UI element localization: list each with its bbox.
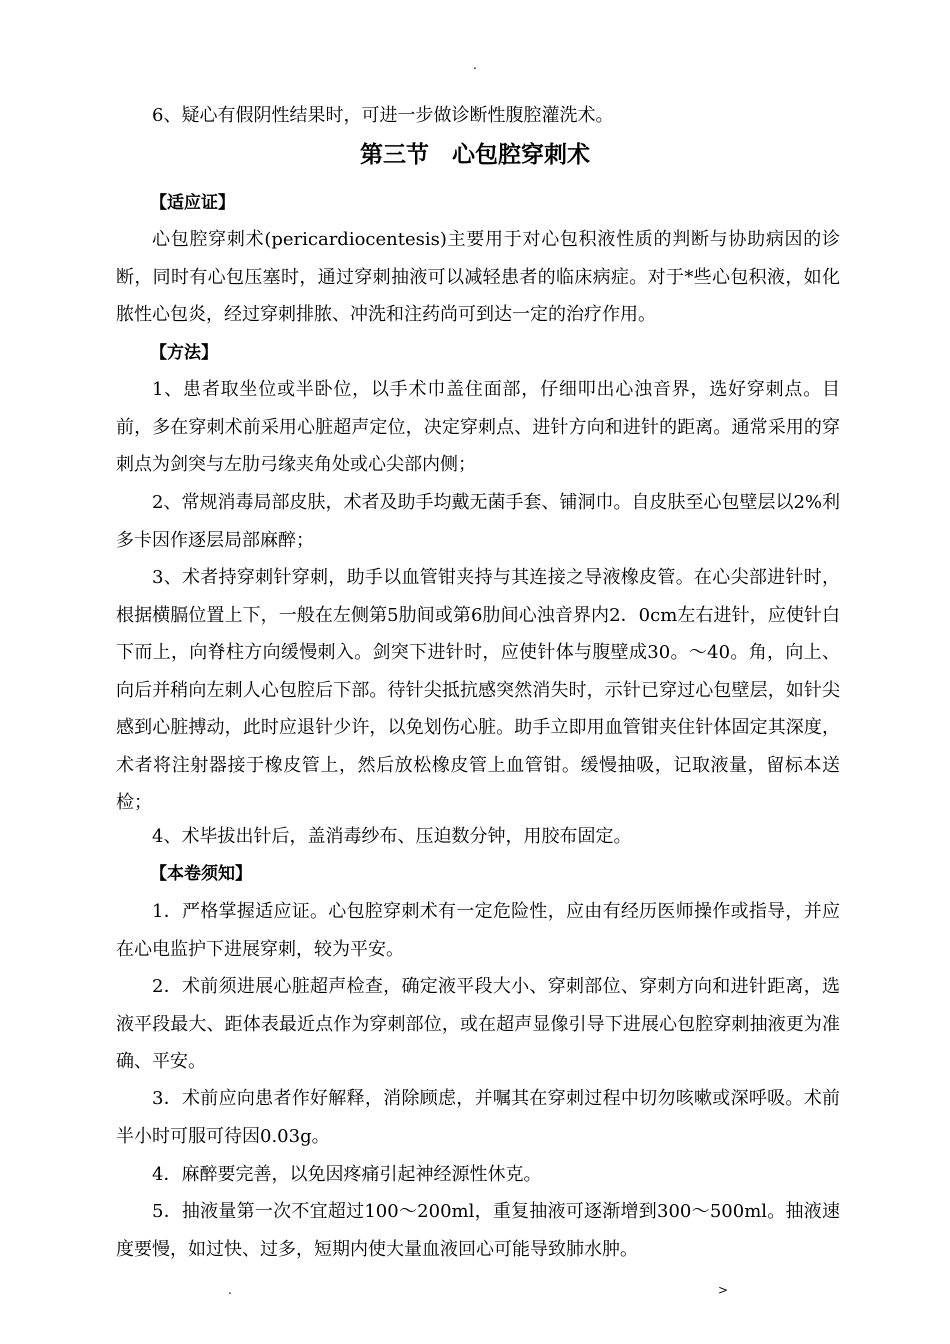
note-item-4: 4．麻醉要完善，以免因疼痛引起神经源性休克。 xyxy=(152,1164,542,1185)
indications-heading: 【适应证】 xyxy=(150,193,235,213)
note-item-2: 2．术前须进展心脏超声检查，确定液平段大小、穿刺部位、穿刺方向和进针距离，选液平段最大、距体表最近点作为穿刺部位，或在超声显像引导下进展心包腔穿刺抽液更为准确、平安。 xyxy=(116,976,840,1072)
footer-mark: > xyxy=(718,1283,729,1297)
section-title: 第三节 心包腔穿刺术 xyxy=(360,142,590,168)
method-heading: 【方法】 xyxy=(150,343,218,363)
previous-item-6: 6、疑心有假阴性结果时，可进一步做诊断性腹腔灌洗术。 xyxy=(152,105,614,126)
method-step-4: 4、术毕拔出针后，盖消毒纱布、压迫数分钟，用胶布固定。 xyxy=(152,826,632,847)
notes-heading: 【本卷须知】 xyxy=(150,864,252,884)
method-step-2: 2、常规消毒局部皮肤，术者及助手均戴无菌手套、铺洞巾。自皮肤至心包壁层以2%利多卡因作逐层局部麻醉； xyxy=(116,492,841,551)
note-item-1: 1．严格掌握适应证。心包腔穿刺术有一定危险性，应由有经历医师操作或指导，并应在心电监护下进展穿刺，较为平安。 xyxy=(116,901,840,960)
indications-paragraph: 心包腔穿刺术(pericardiocentesis)主要用于对心包积液性质的判断与协助病因的诊断，同时有心包压塞时，通过穿刺抽液可以减轻患者的临床病症。对于*些心包积液，如化脓性心包炎，经过穿刺排脓、冲洗和注药尚可到达一定的治疗作用。 xyxy=(116,229,840,325)
note-item-5: 5．抽液量第一次不宜超过100～200ml，重复抽液可逐渐增到300～500ml。抽液速度要慢，如过快、过多，短期内使大量血液回心可能导致肺水肿。 xyxy=(116,1201,840,1260)
header-dot: . xyxy=(473,58,477,72)
method-step-3: 3、术者持穿刺针穿刺，助手以血管钳夹持与其连接之导液橡皮管。在心尖部进针时，根据横膈位置上下，一般在左侧第5肋间或第6肋间心浊音界内2．0cm左右进针，应使针白下而上，向脊柱方向缓慢刺入。剑突下进针时，应使针体与腹壁成30。～40。角，向上、向后并稍向左刺人心包腔后下部。待针尖抵抗感突然消失时，示针已穿过心包壁层，如针尖感到心脏搏动，此时应退针少许，以免划伤心脏。助手立即用血管钳夹住针体固定其深度，术者将注射器接于橡皮管上，然后放松橡皮管上血管钳。缓慢抽吸，记取液量，留标本送检； xyxy=(116,567,840,813)
note-item-3: 3．术前应向患者作好解释，消除顾虑，并嘱其在穿刺过程中切勿咳嗽或深呼吸。术前半小时可服可待因0.03g。 xyxy=(116,1088,840,1147)
method-step-1: 1、患者取坐位或半卧位，以手术巾盖住面部，仔细叩出心浊音界，选好穿刺点。目前，多在穿刺术前采用心脏超声定位，决定穿刺点、进针方向和进针的距离。通常采用的穿刺点为剑突与左肋弓缘夹角处或心尖部内侧； xyxy=(116,379,840,475)
footer-dot: . xyxy=(228,1283,232,1297)
